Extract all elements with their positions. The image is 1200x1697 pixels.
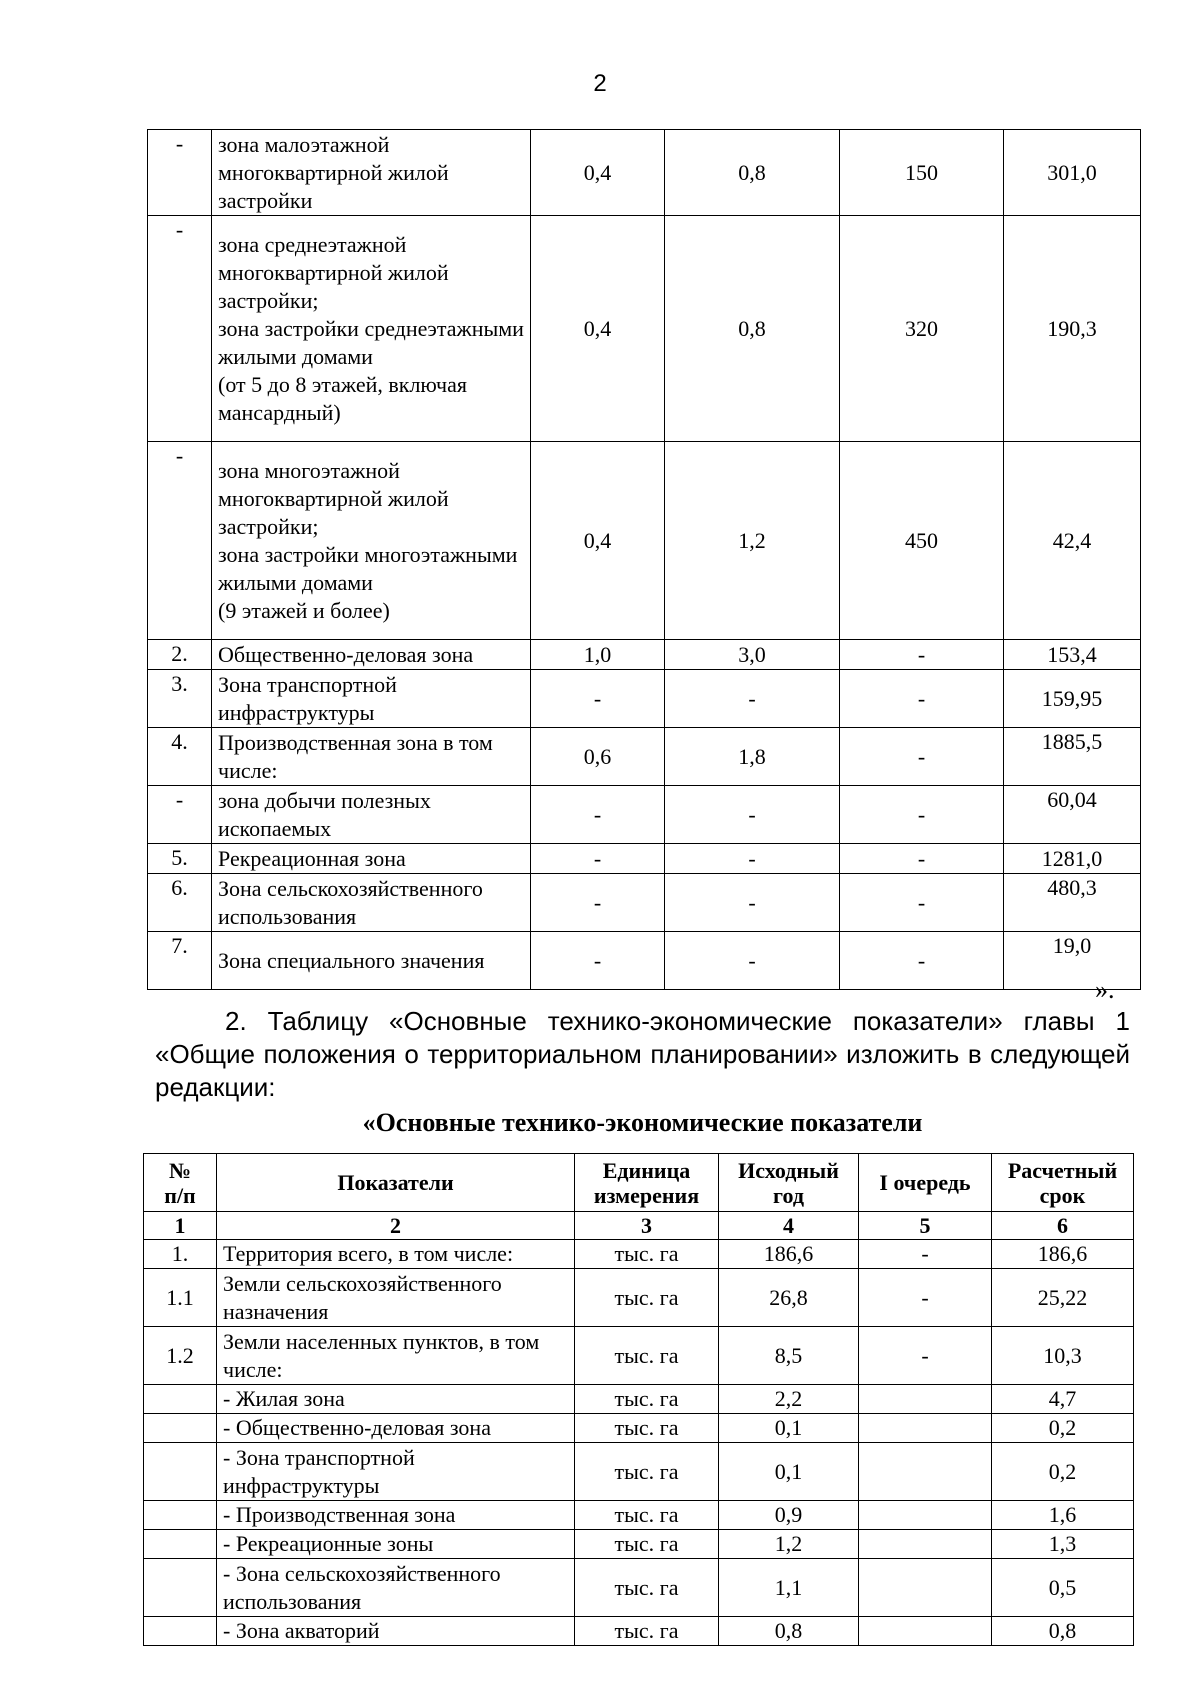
first-stage-cell <box>859 1617 992 1646</box>
indicator-name: - Зона сельскохозяйственного использования <box>217 1559 575 1617</box>
base-year-cell: 8,5 <box>719 1327 859 1385</box>
zone-name: Общественно-деловая зона <box>212 640 531 670</box>
base-year-cell: 2,2 <box>719 1385 859 1414</box>
value-cell: 190,3 <box>1004 216 1141 442</box>
header-number <box>144 1154 217 1212</box>
value-cell: 3,0 <box>665 640 840 670</box>
unit-cell: тыс. га <box>575 1559 719 1617</box>
unit-cell: тыс. га <box>575 1269 719 1327</box>
value-cell: 0,6 <box>531 728 665 786</box>
table-row <box>144 1559 1134 1617</box>
value-cell: 320 <box>840 216 1004 442</box>
header-line: № <box>168 1157 192 1183</box>
first-stage-cell: - <box>859 1327 992 1385</box>
zone-name: Зона сельскохозяйственного использования <box>212 874 531 932</box>
indicator-name: Территория всего, в том числе: <box>217 1240 575 1269</box>
table-row <box>144 1443 1134 1501</box>
value-cell: 0,4 <box>531 442 665 640</box>
row-number: 1. <box>144 1240 217 1269</box>
calc-term-cell: 0,2 <box>992 1414 1134 1443</box>
unit-cell: тыс. га <box>575 1385 719 1414</box>
indicator-name: - Рекреационные зоны <box>217 1530 575 1559</box>
header-unit: Единица измерения <box>575 1154 719 1212</box>
row-number: 2. <box>148 640 212 670</box>
first-stage-cell: - <box>859 1240 992 1269</box>
zone-name-line: зона среднеэтажной многоквартирной жилой застройки; <box>218 231 449 313</box>
base-year-cell: 186,6 <box>719 1240 859 1269</box>
value-cell: - <box>840 640 1004 670</box>
calc-term-cell: 10,3 <box>992 1327 1134 1385</box>
base-year-cell: 1,2 <box>719 1530 859 1559</box>
header-calc-term: Расчетный срок <box>992 1154 1134 1212</box>
calc-term-cell: 1,3 <box>992 1530 1134 1559</box>
value-cell: 60,04 <box>1004 786 1141 844</box>
indicators-table <box>143 1153 1134 1646</box>
col-number: 5 <box>859 1212 992 1240</box>
table-row <box>144 1501 1134 1530</box>
indicator-name: - Жилая зона <box>217 1385 575 1414</box>
value-cell: - <box>665 786 840 844</box>
table-row <box>144 1240 1134 1269</box>
base-year-cell: 0,9 <box>719 1501 859 1530</box>
row-number: - <box>148 130 212 216</box>
calc-term-cell: 25,22 <box>992 1269 1134 1327</box>
first-stage-cell <box>859 1501 992 1530</box>
indicator-name: - Производственная зона <box>217 1501 575 1530</box>
row-number: 5. <box>148 844 212 874</box>
value-cell: - <box>840 728 1004 786</box>
table-row <box>144 1385 1134 1414</box>
value-cell: 1,8 <box>665 728 840 786</box>
value-cell: 1885,5 <box>1004 728 1141 786</box>
table-row <box>148 844 1141 874</box>
table-row <box>148 786 1141 844</box>
zone-name-line: (9 этажей и более) <box>218 597 390 623</box>
zone-name: Производственная зона в том числе: <box>212 728 531 786</box>
zone-name: Зона транспортной инфраструктуры <box>212 670 531 728</box>
value-cell: - <box>665 932 840 990</box>
zone-name-line: зона многоэтажной многоквартирной жилой застройки; <box>218 457 449 539</box>
row-number <box>144 1443 217 1501</box>
table-row <box>148 670 1141 728</box>
table-row <box>148 216 1141 442</box>
row-number: 7. <box>148 932 212 990</box>
value-cell: 480,3 <box>1004 874 1141 932</box>
row-number <box>144 1414 217 1443</box>
table-row <box>148 130 1141 216</box>
value-cell: 450 <box>840 442 1004 640</box>
value-cell: - <box>531 844 665 874</box>
row-number: 6. <box>148 874 212 932</box>
zone-name-line: (от 5 до 8 этажей, включая мансардный) <box>218 371 467 425</box>
table-title: «Основные технико-экономические показатели <box>362 1108 923 1137</box>
zones-table <box>147 129 1141 990</box>
unit-cell: тыс. га <box>575 1501 719 1530</box>
value-cell: 1,2 <box>665 442 840 640</box>
base-year-cell: 1,1 <box>719 1559 859 1617</box>
table-row <box>144 1327 1134 1385</box>
row-number <box>144 1501 217 1530</box>
indicator-name: Земли сельскохозяйственного назначения <box>217 1269 575 1327</box>
unit-cell: тыс. га <box>575 1327 719 1385</box>
row-number: - <box>148 442 212 640</box>
value-cell: 0,8 <box>665 216 840 442</box>
value-cell: 153,4 <box>1004 640 1141 670</box>
value-cell: - <box>840 932 1004 990</box>
base-year-cell: 0,8 <box>719 1617 859 1646</box>
header-first-stage: I очередь <box>859 1154 992 1212</box>
header-row <box>144 1154 1134 1212</box>
table-row <box>144 1414 1134 1443</box>
col-number: 1 <box>144 1212 217 1240</box>
row-number <box>144 1559 217 1617</box>
row-number <box>144 1617 217 1646</box>
value-cell: - <box>531 932 665 990</box>
zone-name: Рекреационная зона <box>212 844 531 874</box>
value-cell: 301,0 <box>1004 130 1141 216</box>
zone-name: зона добычи полезных ископаемых <box>212 786 531 844</box>
amendment-paragraph <box>155 1005 1130 1104</box>
indicator-name: - Зона транспортной инфраструктуры <box>217 1443 575 1501</box>
header-line: п/п <box>164 1182 196 1208</box>
table-row <box>144 1617 1134 1646</box>
unit-cell: тыс. га <box>575 1530 719 1559</box>
zone-name <box>212 442 531 640</box>
value-cell: 19,0 <box>1004 932 1141 990</box>
row-number: 4. <box>148 728 212 786</box>
value-cell: - <box>840 844 1004 874</box>
first-stage-cell <box>859 1443 992 1501</box>
value-cell: 1,0 <box>531 640 665 670</box>
col-number: 6 <box>992 1212 1134 1240</box>
col-number: 4 <box>719 1212 859 1240</box>
header-base-year: Исходный год <box>719 1154 859 1212</box>
zone-name: Зона специального значения <box>212 932 531 990</box>
value-cell: 42,4 <box>1004 442 1141 640</box>
value-cell: - <box>531 670 665 728</box>
value-cell: - <box>665 670 840 728</box>
value-cell: 0,8 <box>665 130 840 216</box>
value-cell: - <box>531 874 665 932</box>
first-stage-cell: - <box>859 1269 992 1327</box>
zone-name-line: зона застройки многоэтажными жилыми домами <box>218 541 518 595</box>
table-row <box>148 874 1141 932</box>
table-row <box>148 728 1141 786</box>
indicator-name: Земли населенных пунктов, в том числе: <box>217 1327 575 1385</box>
indicator-name: - Зона акваторий <box>217 1617 575 1646</box>
closing-quote: ». <box>1095 975 1115 1004</box>
value-cell: - <box>840 786 1004 844</box>
row-number: - <box>148 216 212 442</box>
table-row <box>144 1530 1134 1559</box>
value-cell: - <box>840 670 1004 728</box>
value-cell: 0,4 <box>531 216 665 442</box>
table-row <box>148 932 1141 990</box>
value-cell: 1281,0 <box>1004 844 1141 874</box>
value-cell: - <box>665 844 840 874</box>
row-number: 3. <box>148 670 212 728</box>
indicator-name: - Общественно-деловая зона <box>217 1414 575 1443</box>
first-stage-cell <box>859 1559 992 1617</box>
first-stage-cell <box>859 1385 992 1414</box>
zone-name: зона малоэтажной многоквартирной жилой застройки <box>212 130 531 216</box>
paragraph-text: 2. Таблицу «Основные технико-экономические показатели» главы 1 «Общие положения о территориальном планировании» изложить в следующей редакции: <box>155 1006 1130 1102</box>
unit-cell: тыс. га <box>575 1443 719 1501</box>
first-stage-cell <box>859 1530 992 1559</box>
row-number: 1.2 <box>144 1327 217 1385</box>
calc-term-cell: 186,6 <box>992 1240 1134 1269</box>
table-row <box>144 1269 1134 1327</box>
calc-term-cell: 0,8 <box>992 1617 1134 1646</box>
unit-cell: тыс. га <box>575 1414 719 1443</box>
unit-cell: тыс. га <box>575 1240 719 1269</box>
column-number-row <box>144 1212 1134 1240</box>
value-cell: 159,95 <box>1004 670 1141 728</box>
col-number: 3 <box>575 1212 719 1240</box>
base-year-cell: 26,8 <box>719 1269 859 1327</box>
zone-name <box>212 216 531 442</box>
col-number: 2 <box>217 1212 575 1240</box>
row-number: - <box>148 786 212 844</box>
page-number: 2 <box>593 70 607 97</box>
table-row <box>148 442 1141 640</box>
zone-name-line: зона застройки среднеэтажными жилыми домами <box>218 315 524 369</box>
value-cell: 0,4 <box>531 130 665 216</box>
row-number <box>144 1385 217 1414</box>
unit-cell: тыс. га <box>575 1617 719 1646</box>
row-number: 1.1 <box>144 1269 217 1327</box>
calc-term-cell: 0,2 <box>992 1443 1134 1501</box>
calc-term-cell: 4,7 <box>992 1385 1134 1414</box>
value-cell: 150 <box>840 130 1004 216</box>
row-number <box>144 1530 217 1559</box>
first-stage-cell <box>859 1414 992 1443</box>
table-row <box>148 640 1141 670</box>
value-cell: - <box>665 874 840 932</box>
value-cell: - <box>840 874 1004 932</box>
base-year-cell: 0,1 <box>719 1414 859 1443</box>
header-indicator: Показатели <box>217 1154 575 1212</box>
value-cell: - <box>531 786 665 844</box>
calc-term-cell: 1,6 <box>992 1501 1134 1530</box>
base-year-cell: 0,1 <box>719 1443 859 1501</box>
calc-term-cell: 0,5 <box>992 1559 1134 1617</box>
